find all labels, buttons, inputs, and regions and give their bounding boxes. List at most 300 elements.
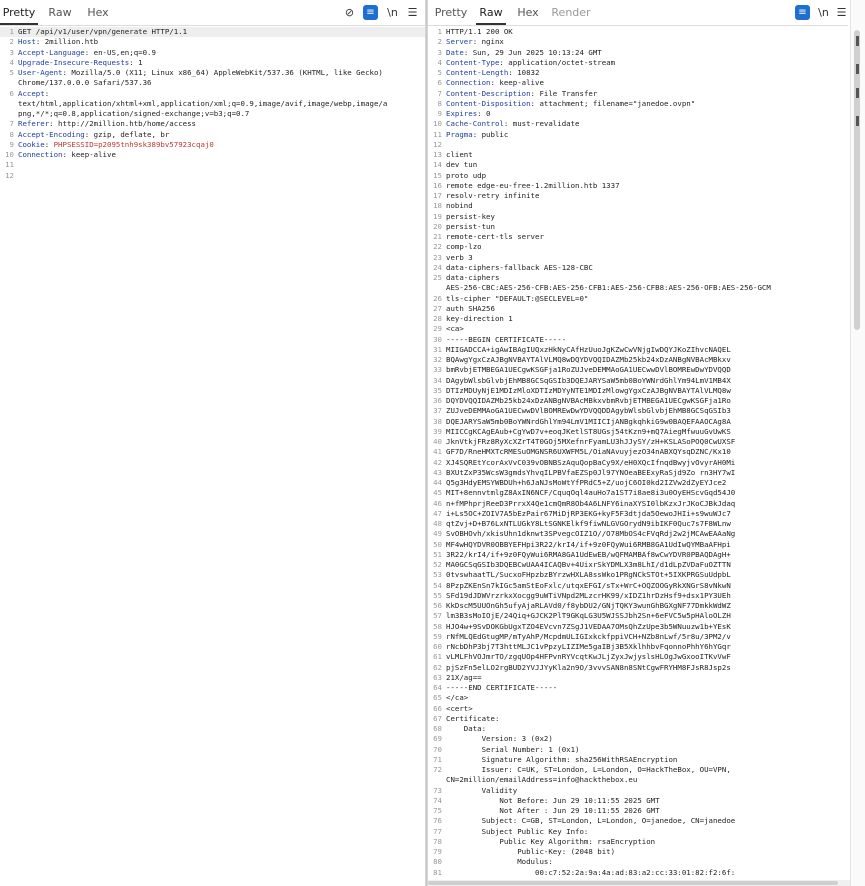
line-text: dev tun xyxy=(446,160,478,170)
code-line[interactable] xyxy=(428,376,848,386)
code-line[interactable] xyxy=(428,222,848,232)
line-number: 53 xyxy=(433,570,442,580)
request-tab-hex[interactable]: Hex xyxy=(87,6,109,19)
line-number: 22 xyxy=(433,242,442,252)
line-number: 52 xyxy=(433,560,442,569)
code-line[interactable] xyxy=(428,827,848,837)
line-number: 67 xyxy=(433,713,442,723)
header-name: Host xyxy=(18,37,36,47)
code-line[interactable] xyxy=(428,171,848,181)
line-text: DTIzMDUyNjE1MDIzMloXDTIzMDYyNTE1MDIzMlowgYgxCzAJBgNVBAYTAlVLMQ8w xyxy=(446,385,731,395)
line-text: verb 3 xyxy=(446,252,473,262)
code-line[interactable] xyxy=(428,447,848,457)
line-text: png,*/*;q=0.8,application/signed-exchange;v=b3;q=0.7 xyxy=(18,109,250,118)
code-line[interactable] xyxy=(428,478,848,488)
newline-icon[interactable]: \n xyxy=(387,6,398,19)
line-number: 32 xyxy=(433,355,442,364)
code-line[interactable] xyxy=(428,570,848,580)
code-line[interactable] xyxy=(428,160,848,170)
line-number: 10 xyxy=(5,150,14,159)
line-text: n+fMPhprjReeD3PrrxX4Qe1cmQmR8Ob4A6LNFY6inaXYSI0lbKzxJrJKoCJBkJdaq xyxy=(446,498,736,508)
line-text: Certificate: xyxy=(446,713,500,723)
code-line[interactable] xyxy=(428,519,848,529)
line-text: Cookie: PHPSESSID=p2095tnh9sk389bv57923cqaj0 xyxy=(18,139,214,149)
cookie-value: PHPSESSID=p2095tnh9sk389bv57923cqaj0 xyxy=(53,139,214,149)
line-text: Accept: xyxy=(18,88,50,98)
line-number: 65 xyxy=(433,693,442,703)
line-text xyxy=(16,160,425,170)
line-number: 26 xyxy=(433,293,442,303)
header-value: 1 xyxy=(133,57,143,67)
line-number: 41 xyxy=(433,447,442,457)
line-number: 23 xyxy=(433,252,442,262)
line-text: GF7D/RneHMXTcRMESuOMGNSR6UXWFM5L/OiaNAvuyjezO34nABXQYsqDZNC/Kx10 xyxy=(446,447,731,457)
header-name: Connection xyxy=(446,78,491,88)
code-line[interactable] xyxy=(428,212,848,222)
header-name: Content-Type xyxy=(446,57,500,67)
line-number: 6 xyxy=(437,78,442,88)
line-number: 28 xyxy=(433,314,442,323)
line-text: Referer: http://2million.htb/home/access xyxy=(18,119,196,129)
line-text: Public Key Algorithm: rsaEncryption xyxy=(446,836,656,846)
line-text: Validity xyxy=(446,785,518,795)
line-number: 2 xyxy=(437,37,442,47)
code-line[interactable] xyxy=(0,27,425,37)
line-text: Content-Length: 10832 xyxy=(446,68,540,77)
code-line[interactable] xyxy=(428,253,848,263)
line-number: 3 xyxy=(437,47,442,57)
code-line[interactable] xyxy=(0,58,425,68)
line-text: Data: xyxy=(446,724,487,733)
line-text: Server: nginx xyxy=(446,37,504,47)
line-number: 8 xyxy=(437,98,442,108)
line-text: Subject: C=GB, ST=London, L=London, O=janedoe, CN=janedoe xyxy=(446,816,736,826)
header-value: application/octet-stream xyxy=(503,57,616,67)
line-text: tls-cipher "DEFAULT:@SECLEVEL=0" xyxy=(446,293,589,303)
code-line[interactable] xyxy=(428,550,848,560)
code-line[interactable] xyxy=(0,130,425,140)
code-line[interactable] xyxy=(428,704,848,714)
code-line[interactable] xyxy=(428,437,848,447)
line-number: 25 xyxy=(433,273,442,282)
code-line[interactable] xyxy=(428,304,848,314)
line-text: Content-Type: application/octet-stream xyxy=(446,57,616,67)
response-tab-hex[interactable]: Hex xyxy=(517,6,539,19)
code-line[interactable] xyxy=(428,294,848,304)
code-line[interactable] xyxy=(428,745,848,755)
header-name: Pragma xyxy=(446,129,473,139)
line-text: qtZvj+D+B76LxNTLUGkY8LtSGNKElkf9fiwNLGVGOrydN9ibIKF0Quc7s7F8WLnw xyxy=(446,519,731,528)
code-line[interactable] xyxy=(428,591,848,601)
code-line[interactable] xyxy=(428,468,848,478)
line-number: 66 xyxy=(433,703,442,713)
code-line[interactable] xyxy=(428,755,848,765)
code-line[interactable] xyxy=(428,417,848,427)
code-line[interactable] xyxy=(0,119,425,129)
header-value: en-US,en;q=0.9 xyxy=(89,47,156,57)
line-text: MIT+8ennvtmlgZ8AxIN6NCF/CquqOql4auHo7a1ST7i8ae8i3u0OyEHScvGqd54J0 xyxy=(446,488,736,498)
line-number: 46 xyxy=(433,498,442,508)
code-line[interactable] xyxy=(428,765,848,775)
line-number: 17 xyxy=(433,191,442,200)
line-text: 21X/ag== xyxy=(446,672,482,682)
code-line[interactable] xyxy=(428,663,848,673)
line-number: 76 xyxy=(433,816,442,826)
code-line[interactable] xyxy=(428,324,848,334)
line-number: 75 xyxy=(433,806,442,815)
header-value: must-revalidate xyxy=(508,119,580,129)
response-editor[interactable] xyxy=(428,27,848,886)
response-tab-raw[interactable]: Raw xyxy=(476,0,506,25)
line-text xyxy=(444,140,848,150)
inspector-tab-marker[interactable] xyxy=(856,116,859,126)
line-text: Cache-Control: must-revalidate xyxy=(446,119,580,129)
code-line[interactable] xyxy=(428,263,848,273)
code-line[interactable] xyxy=(0,109,425,119)
line-number: 72 xyxy=(433,765,442,774)
code-line[interactable] xyxy=(428,601,848,611)
scrollbar-thumb[interactable] xyxy=(854,30,860,330)
code-line[interactable] xyxy=(428,150,848,160)
line-number xyxy=(0,109,16,119)
line-text: -----END CERTIFICATE----- xyxy=(446,683,558,692)
header-name: Accept xyxy=(18,88,45,98)
line-text: Expires: 0 xyxy=(446,109,491,118)
line-text: Signature Algorithm: sha256WithRSAEncryption xyxy=(446,754,678,764)
line-number: 30 xyxy=(433,334,442,344)
line-text: client xyxy=(446,150,473,159)
code-line[interactable] xyxy=(0,68,425,78)
code-line[interactable] xyxy=(428,130,848,140)
header-name: Content-Disposition xyxy=(446,98,531,108)
header-value: 0 xyxy=(481,109,491,118)
line-text: Accept-Encoding: gzip, deflate, br xyxy=(18,129,170,139)
line-number: 18 xyxy=(433,201,442,211)
header-value: keep-alive xyxy=(66,150,116,159)
code-line[interactable] xyxy=(428,78,848,88)
line-number: 36 xyxy=(433,396,442,405)
line-text: Modulus: xyxy=(446,857,553,867)
code-line[interactable] xyxy=(428,27,848,37)
code-line[interactable] xyxy=(428,693,848,703)
line-number: 50 xyxy=(433,539,442,549)
code-line[interactable] xyxy=(428,99,848,109)
line-number: 79 xyxy=(433,847,442,856)
request-tab-raw[interactable]: Raw xyxy=(48,6,72,19)
code-line[interactable] xyxy=(428,140,848,150)
code-line[interactable] xyxy=(428,499,848,509)
line-number: 59 xyxy=(433,631,442,641)
header-name: Referer xyxy=(18,119,50,129)
line-number: 44 xyxy=(433,478,442,487)
line-number: 33 xyxy=(433,365,442,375)
line-number: 55 xyxy=(433,590,442,600)
line-number: 48 xyxy=(433,519,442,528)
line-text: Not After : Jun 29 10:11:55 2026 GMT xyxy=(446,806,660,815)
code-line[interactable] xyxy=(0,89,425,99)
line-text: Issuer: C=UK, ST=London, L=London, O=HackTheBox, OU=VPN, xyxy=(446,765,731,774)
line-text: DQEJARYSaW5mb0BoYWNrdGhlYm94LmV1MIICIjANBgkqhkiG9w0BAQEFAAOCAg8A xyxy=(446,416,731,426)
line-text: Content-Disposition: attachment; filename="janedoe.ovpn" xyxy=(446,98,696,108)
code-line[interactable] xyxy=(428,365,848,375)
line-number: 38 xyxy=(433,416,442,426)
line-number: 5 xyxy=(437,68,442,77)
line-text: </ca> xyxy=(446,693,469,703)
line-number: 13 xyxy=(433,150,442,159)
header-value: 10832 xyxy=(512,68,540,77)
line-number: 9 xyxy=(437,109,442,118)
line-text: SFd19dJDWVrzrkxXocgg9uWTiVNpd2MLzcrHK99/xIDZ1hrDzHsf9+dsx1PY3UEh xyxy=(446,590,731,600)
code-line[interactable] xyxy=(428,48,848,58)
line-text: Content-Description: File Transfer xyxy=(446,88,598,98)
code-line[interactable] xyxy=(428,119,848,129)
line-text: Connection: keep-alive xyxy=(446,78,544,88)
inspector-tab-marker[interactable] xyxy=(856,36,859,46)
code-line[interactable] xyxy=(428,406,848,416)
header-name: Expires xyxy=(446,109,478,118)
line-text: Q5g3HdyEMSYWBDUh+h6JaNJsMoWtYfPRdC5+Z/uojC6OI0kd2IZVw2dZyEYJce2 xyxy=(446,478,727,487)
line-number: 51 xyxy=(433,549,442,559)
line-number: 9 xyxy=(9,139,14,149)
response-tab-pretty[interactable]: Pretty xyxy=(434,6,468,19)
line-text: <cert> xyxy=(446,703,473,713)
line-number: 60 xyxy=(433,642,442,651)
line-number: 39 xyxy=(433,426,442,436)
line-text: CN=2million/emailAddress=info@hackthebox.eu xyxy=(446,775,638,785)
line-text: KkDscM5UUOnGh5ufyAjaRLAVd0/f8ybDU2/GNjTQKY3wunGhBGXgNF77DmkkWdWZ xyxy=(446,601,731,610)
code-line[interactable] xyxy=(428,581,848,591)
code-line[interactable] xyxy=(428,58,848,68)
code-line[interactable] xyxy=(428,345,848,355)
code-line[interactable] xyxy=(428,540,848,550)
request-tab-pretty[interactable]: Pretty xyxy=(0,0,38,25)
inspector-tab-marker[interactable] xyxy=(856,64,859,74)
newline-icon[interactable]: \n xyxy=(818,6,829,19)
response-tab-render[interactable]: Render xyxy=(551,6,591,19)
code-line[interactable] xyxy=(428,611,848,621)
line-number: 31 xyxy=(433,344,442,354)
header-value: Mozilla/5.0 (X11; Linux x86_64) AppleWebKit/537.36 (KHTML, like Gecko) xyxy=(66,68,383,77)
code-line[interactable] xyxy=(428,89,848,99)
line-number: 1 xyxy=(437,27,442,36)
code-line[interactable] xyxy=(428,201,848,211)
code-line[interactable] xyxy=(0,78,425,88)
line-number: 62 xyxy=(433,662,442,672)
line-text: vLMLFhVOJmrTO/zgqUOp4HFPvnRYVcqtKwJLjZyxJwjyslsHLOgJwGxooITKvVwF xyxy=(446,652,731,662)
code-line[interactable] xyxy=(428,714,848,724)
line-text: i+Ls5OC+ZOIV7A5bEzPair67MiDjRP3EKG+kyF5F3dtjda5OewoJHIi+s9wuWJc7 xyxy=(446,508,731,518)
line-number: 7 xyxy=(9,119,14,129)
line-text: Public-Key: (2048 bit) xyxy=(446,847,616,856)
header-name: Date xyxy=(446,47,464,57)
response-vertical-scrollbar[interactable] xyxy=(850,0,865,886)
menu-icon[interactable]: ☰ xyxy=(407,6,418,19)
code-line[interactable] xyxy=(428,560,848,570)
wrap-lines-icon[interactable]: ≡ xyxy=(363,5,378,20)
code-line[interactable] xyxy=(428,427,848,437)
code-line[interactable] xyxy=(428,775,848,785)
code-line[interactable] xyxy=(428,683,848,693)
code-line[interactable] xyxy=(0,150,425,160)
code-line[interactable] xyxy=(428,37,848,47)
line-number: 49 xyxy=(433,529,442,539)
header-name: Accept-Encoding xyxy=(18,129,85,139)
code-line[interactable] xyxy=(428,673,848,683)
line-number: 57 xyxy=(433,611,442,621)
inspector-tab-marker[interactable] xyxy=(856,88,859,98)
hide-icon[interactable]: ⊘ xyxy=(344,6,355,19)
code-line[interactable] xyxy=(0,171,425,181)
header-value: gzip, deflate, br xyxy=(89,129,170,139)
line-number: 56 xyxy=(433,601,442,610)
code-line[interactable] xyxy=(428,242,848,252)
line-number: 16 xyxy=(433,180,442,190)
code-line[interactable] xyxy=(428,335,848,345)
code-line[interactable] xyxy=(428,314,848,324)
header-value: attachment; filename="janedoe.ovpn" xyxy=(535,98,696,108)
code-line[interactable] xyxy=(428,652,848,662)
code-line[interactable] xyxy=(428,191,848,201)
line-number: 40 xyxy=(433,437,442,446)
code-line[interactable] xyxy=(0,48,425,58)
line-text: data-ciphers-fallback AES-128-CBC xyxy=(446,262,593,272)
line-text: Serial Number: 1 (0x1) xyxy=(446,744,580,754)
line-text: 8PzpZKEnSn7kIGc5amStEoFxlc/utqxEFGI/sTx+WrC+OQZOOGyRkXNGrS8vNkwN xyxy=(446,580,731,590)
code-line[interactable] xyxy=(428,847,848,857)
line-text: Chrome/137.0.0.0 Safari/537.36 xyxy=(18,78,152,88)
line-text: Version: 3 (0x2) xyxy=(446,734,553,744)
header-value: File Transfer xyxy=(535,88,598,98)
code-line[interactable] xyxy=(428,622,848,632)
line-text: Subject Public Key Info: xyxy=(446,826,589,836)
header-name: Cache-Control xyxy=(446,119,504,129)
line-number: 19 xyxy=(433,211,442,221)
code-line[interactable] xyxy=(428,355,848,365)
line-text: DAgybWlsbGlvbjEhMB8GCSqGSIb3DQEJARYSaW5mb0BoYWNrdGhlYm94LmV1MB4X xyxy=(446,375,731,385)
line-text: 3R22/krI4/if+9z0FQyWui6RMA8GA1UdEwEB/wQFMAMBAf8wCwYDVR0PBAQDAgH+ xyxy=(446,549,731,559)
line-text: BXUtZxP35WcsW3gmdsYhvqILPBVfaEZSp0Jl97YNOeaBEExyRaSjd9Zo rn3HY7wI xyxy=(446,467,736,477)
code-line[interactable] xyxy=(428,642,848,652)
line-text: MIICCgKCAgEAub+CgYwD7v+eoqJKetlST8UGsj54tKzn9+mQ7AiegMfwuuGvUwKS xyxy=(446,426,731,436)
line-text: auth SHA256 xyxy=(446,303,495,313)
code-line[interactable] xyxy=(428,734,848,744)
header-name: Cookie xyxy=(18,139,45,149)
code-line[interactable] xyxy=(0,160,425,170)
line-text: rNfMLQEdGtugMP/mTyAhP/McpdmULIGIxkckfppiVCH+NZb8nLwf/5r8u/3PM2/v xyxy=(446,631,731,641)
line-text: MA0GCSqGSIb3DQEBCwUAA4ICAQBv+4UixrSkYDMLX3m8LhI/d1dLpZVDaFuOZTTN xyxy=(446,560,731,569)
code-line[interactable] xyxy=(428,273,848,283)
code-line[interactable] xyxy=(428,837,848,847)
line-number: 71 xyxy=(433,754,442,764)
line-text: comp-lzo xyxy=(446,242,482,252)
line-text: -----BEGIN CERTIFICATE----- xyxy=(446,334,567,344)
code-line[interactable] xyxy=(428,396,848,406)
code-line[interactable] xyxy=(428,488,848,498)
header-name: Content-Description xyxy=(446,88,531,98)
line-number xyxy=(428,283,444,293)
code-line[interactable] xyxy=(428,796,848,806)
line-number: 81 xyxy=(433,867,442,877)
line-number: 7 xyxy=(437,88,442,98)
code-line[interactable] xyxy=(428,232,848,242)
line-text: AES-256-CBC:AES-256-CFB:AES-256-CFB1:AES-256-CFB8:AES-256-OFB:AES-256-GCM xyxy=(446,283,771,293)
header-name: User-Agent xyxy=(18,68,63,77)
code-line[interactable] xyxy=(428,816,848,826)
code-line[interactable] xyxy=(428,386,848,396)
code-line[interactable] xyxy=(0,37,425,47)
line-text: Not Before: Jun 29 10:11:55 2025 GMT xyxy=(446,795,660,805)
menu-icon[interactable]: ☰ xyxy=(836,6,847,19)
line-number: 11 xyxy=(5,160,14,170)
line-text: remote edge-eu-free-1.2million.htb 1337 xyxy=(446,180,620,190)
scrollbar-thumb[interactable] xyxy=(428,881,838,885)
code-line[interactable] xyxy=(428,806,848,816)
code-line[interactable] xyxy=(428,632,848,642)
code-line[interactable] xyxy=(428,68,848,78)
request-pane xyxy=(0,0,426,886)
code-line[interactable] xyxy=(428,458,848,468)
header-value: nginx xyxy=(477,37,504,47)
code-line[interactable] xyxy=(428,868,848,878)
line-text: JknVtkjFRz8RyXcXZrT4T0GOj5MXefnrFyamLU3hJJySY/zH+KSLASoPOQ0CwUXSF xyxy=(446,437,736,446)
line-number: 24 xyxy=(433,262,442,272)
line-number: 11 xyxy=(433,129,442,139)
response-horizontal-scrollbar[interactable] xyxy=(428,880,850,886)
code-line[interactable] xyxy=(428,181,848,191)
line-number: 2 xyxy=(9,37,14,47)
line-number: 63 xyxy=(433,672,442,682)
code-line[interactable] xyxy=(428,786,848,796)
line-number: 42 xyxy=(433,457,442,467)
line-number: 54 xyxy=(433,580,442,590)
code-line[interactable] xyxy=(0,140,425,150)
header-name: Accept-Language xyxy=(18,47,85,57)
line-text: BQAwgYgxCzAJBgNVBAYTAlVLMQ8wDQYDVQQIDAZMb25kb24xDzANBgNVBAcMBkxv xyxy=(446,355,731,364)
line-number: 8 xyxy=(9,129,14,139)
line-text: HJO4w+9SvDOKGbUgxTZO4EVcvn7ZSgJ1VEDAA7OMsQhZzUpe3b5WNuuzw1b+YEsK xyxy=(446,621,731,631)
request-editor[interactable] xyxy=(0,27,425,886)
header-name: Upgrade-Insecure-Requests xyxy=(18,57,130,67)
header-name: Server xyxy=(446,37,473,47)
code-line[interactable] xyxy=(0,99,425,109)
line-number: 45 xyxy=(433,488,442,498)
line-text: XJ4SQREtYcorAxVvC039vOBNBSzAquQopBaCy9X/eH0XQcIfnqdBwyjvOvyrAH0Mi xyxy=(446,457,736,467)
line-number: 12 xyxy=(5,170,14,180)
line-number: 58 xyxy=(433,621,442,631)
line-text: remote-cert-tls server xyxy=(446,232,544,241)
line-text: Host: 2million.htb xyxy=(18,37,99,47)
line-text xyxy=(16,171,425,181)
code-line[interactable] xyxy=(428,857,848,867)
line-number: 43 xyxy=(433,467,442,477)
code-line[interactable] xyxy=(428,283,848,293)
line-text: DQYDVQQIDAZMb25kb24xDzANBgNVBAcMBkxvbmRvbjETMBEGA1UECgwKSGFja1Ro xyxy=(446,396,731,405)
line-number: 35 xyxy=(433,385,442,395)
line-number: 5 xyxy=(9,68,14,77)
code-line[interactable] xyxy=(428,109,848,119)
wrap-lines-icon[interactable]: ≡ xyxy=(795,5,810,20)
line-text: Accept-Language: en-US,en;q=0.9 xyxy=(18,47,156,57)
line-number xyxy=(428,775,444,785)
line-text: persist-key xyxy=(446,211,495,221)
code-line[interactable] xyxy=(428,529,848,539)
line-text: pjSzFn5elLO2rgBUD2YVJJYyKla2n9O/3vvvSAN8n8SNtCgwFRYHM8FJsR8Jsp2s xyxy=(446,662,731,672)
header-value: 2million.htb xyxy=(40,37,99,47)
line-number: 1 xyxy=(9,27,14,36)
line-number: 12 xyxy=(433,139,442,149)
code-line[interactable] xyxy=(428,724,848,734)
code-line[interactable] xyxy=(428,509,848,519)
